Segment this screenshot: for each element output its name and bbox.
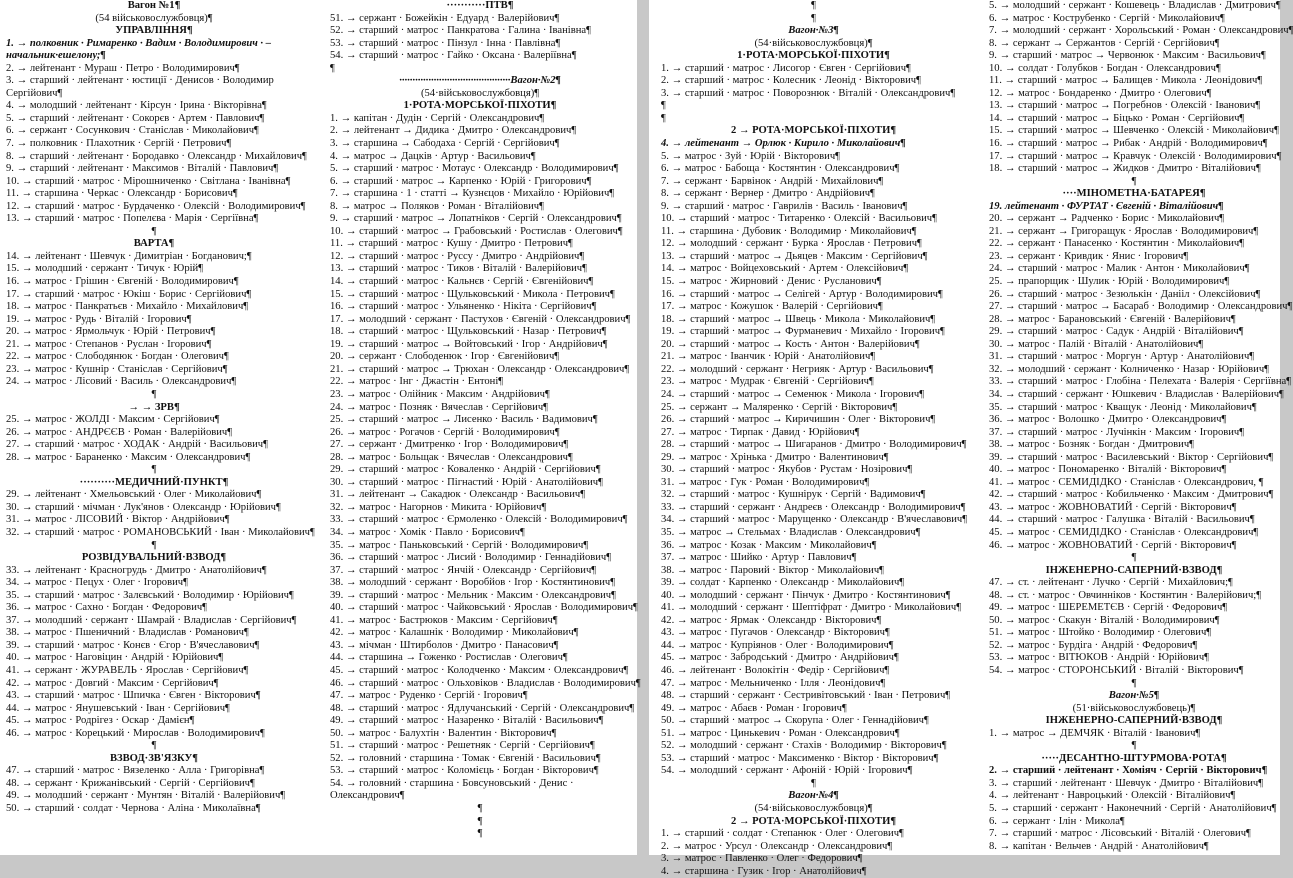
- section-heading: 2 → РОТА·МОРСЬКОЇ·ПІХОТИ¶: [730, 125, 897, 137]
- text-line: 32. → старший · матрос · РОМАНОВСЬКИЙ · Іван · Миколайович¶: [6, 526, 315, 538]
- text-line: 27. → сержант · Дмитренко · Ігор · Володимирович¶: [330, 439, 569, 451]
- text-line: ¶: [1131, 552, 1137, 564]
- section-heading: 2. → старший · лейтенант · Хоміяч · Сергій · Вікторович¶: [989, 765, 1268, 777]
- text-line: 46. → матрос · ЖОВНОВАТИЙ · Сергій · Вікторович¶: [989, 539, 1237, 551]
- text-line: ¶: [477, 828, 483, 840]
- text-line: 9. → старший · матрос · Гаврилів · Василь · Іванович¶: [661, 200, 908, 212]
- column-right-1: [661, 0, 966, 878]
- text-line: 4. → лейтенант · Навроцький · Олексій · Віталійович¶: [989, 790, 1236, 802]
- text-line: 35. → старший · матрос · Кващук · Леонід · Миколайович¶: [989, 401, 1257, 413]
- text-line: 47. → матрос · Руденко · Сергій · Ігорович¶: [330, 690, 528, 702]
- text-line: ¶: [477, 803, 483, 814]
- text-block: [989, 0, 1293, 853]
- text-line: 41. → матрос · Бастрюков · Максим · Сергійович¶: [330, 614, 558, 626]
- text-line: 1. → старший · матрос · Лисогор · Євген · Сергійович¶: [661, 62, 911, 74]
- column-left-1: [6, 0, 315, 816]
- text-line: 43. → матрос · ЖОВНОВАТИЙ · Сергій · Вікторович¶: [989, 501, 1237, 513]
- text-line: 12. → старший · матрос · Бурдаченко · Олексій · Володимирович¶: [6, 200, 306, 212]
- text-line: 54. → матрос · СТОРОНСЬКИЙ · Віталій · Вікторович¶: [989, 664, 1244, 676]
- text-line: 9. → старший · матрос → Червонюк · Максим · Васильович¶: [989, 50, 1266, 62]
- text-line: 44. → матрос · Янушевський · Іван · Сергійович¶: [6, 702, 230, 714]
- text-line: 33. → старший · сержант · Андреєв · Олександр · Володимирович¶: [661, 501, 966, 513]
- text-line: 31. → матрос · ЛІСОВИЙ · Віктор · Андрійович¶: [6, 514, 230, 526]
- text-line: 54. → старший · матрос · Гайко · Оксана · Валеріївна¶: [330, 50, 577, 62]
- text-line: 52. → молодший · сержант · Стахів · Володимир · Вікторович¶: [661, 740, 947, 752]
- text-line: 51. → матрос · Штойко · Володимир · Олегович¶: [989, 627, 1212, 639]
- text-line: 4. → старшина · Гузик · Ігор · Анатолійович¶: [661, 865, 867, 877]
- text-line: 41. → молодший · сержант · Шептіфрат · Дмитро · Миколайович¶: [661, 602, 962, 614]
- text-line: 49. → молодший · сержант · Мунтян · Віталій · Валерійович¶: [6, 790, 286, 802]
- text-line: 34. → старший · сержант · Юшкевич · Владислав · Валерійович¶: [989, 388, 1284, 400]
- text-line: 35. → старший · матрос · Залєвський · Володимир · Юрійович¶: [6, 589, 294, 601]
- text-line: 20. → сержант · Слободенюк · Ігор · Євгенійович¶: [330, 351, 560, 363]
- text-line: 15. → молодший · сержант · Тичук · Юрій¶: [6, 263, 204, 275]
- text-line: 5. → старший · лейтенант · Сокорєв · Артем · Павлович¶: [6, 112, 265, 124]
- text-line: 4. → матрос → Дацків · Артур · Васильович¶: [330, 150, 536, 162]
- text-line: Вагон·№5¶: [1108, 690, 1160, 702]
- text-line: 1. → старший · солдат · Степанюк · Олег · Олегович¶: [661, 828, 904, 840]
- text-line: 49. → матрос · ШЕРЕМЕТЄВ · Сергій · Федорович¶: [989, 602, 1228, 614]
- text-line: 20. → матрос · Ярмольчук · Юрій · Петрович¶: [6, 326, 216, 338]
- text-line: 45. → матрос · Родрігез · Оскар · Дамієн¶: [6, 715, 195, 727]
- text-line: ¶: [151, 464, 157, 476]
- text-line: ¶: [811, 0, 816, 11]
- text-line: 8. → сержант → Сержантов · Сергій · Сергійович¶: [989, 37, 1220, 49]
- text-line: 19. → старший · матрос → Фурманевич · Михайло · Ігорович¶: [661, 326, 945, 338]
- text-line: 41. → сержант · ЖУРАВЕЛЬ · Ярослав · Сергійович¶: [6, 664, 249, 676]
- text-line: 13. → старший · матрос → Погребнов · Олексій · Іванович¶: [989, 100, 1261, 112]
- text-line: 50. → старший · матрос → Скорупа · Олег · Геннадійович¶: [661, 715, 929, 727]
- text-line: ¶: [1131, 677, 1137, 689]
- section-heading: 1·РОТА·МОРСЬКОЇ·ПІХОТИ¶: [737, 50, 890, 62]
- text-line: 31. → лейтенант → Сакадюк · Олександр · Васильович¶: [330, 489, 586, 501]
- text-line: 28. → старший · матрос → Шигаранов · Дмитро · Володимирович¶: [661, 439, 967, 451]
- text-line: 27. → старший · матрос · ХОДАК · Андрій · Васильович¶: [6, 439, 268, 451]
- text-line: 3. → старший · лейтенант · Шевчук · Дмитро · Віталійович¶: [989, 777, 1264, 789]
- text-line: 39. → старший · матрос · Мельник · Максим · Олександрович¶: [330, 589, 616, 601]
- text-line: 5. → старший · сержант · Наконечний · Сергій · Анатолійович¶: [989, 803, 1277, 814]
- text-line: 5. → старший · матрос · Мотаус · Олександр · Володимирович¶: [330, 163, 619, 175]
- section-heading: 1·РОТА·МОРСЬКОЇ·ПІХОТИ¶: [403, 100, 557, 112]
- text-line: 46. → матрос · Корецький · Мирослав · Володимирович¶: [6, 727, 265, 739]
- text-line: 8. → сержант · Вернер · Дмитро · Андрійович¶: [661, 188, 875, 200]
- document-page-left: [0, 0, 641, 855]
- section-heading: 2 → РОТА·МОРСЬКОЇ·ПІХОТИ¶: [730, 815, 897, 827]
- text-line: 22. → сержант · Панасенко · Костянтин · Миколайович¶: [989, 238, 1244, 250]
- text-line: 12. → старший · матрос · Руссу · Дмитро · Андрійович¶: [330, 250, 585, 262]
- text-line: 6. → матрос · Бабоща · Костянтин · Олександрович¶: [661, 163, 900, 175]
- text-line: 13. → старший · матрос → Дьяцев · Максим · Сергійович¶: [661, 250, 928, 262]
- text-line: 24. → старший · матрос → Семенюк · Микола · Ігорович¶: [661, 388, 925, 400]
- text-line: 42. → старший · матрос · Кобильченко · Максим · Дмитрович¶: [989, 489, 1274, 501]
- text-line: 36. → матрос · Волошко · Дмитро · Олександрович¶: [989, 414, 1227, 426]
- text-line: 37. → старший · матрос · Янчій · Олександр · Сергійович¶: [330, 564, 597, 576]
- text-line: (54·військовослужбовця)¶: [754, 37, 873, 49]
- text-line: ¶: [151, 740, 157, 752]
- text-line: ¶: [661, 112, 666, 124]
- text-line: 50. → матрос · Балухтін · Валентин · Вікторович¶: [330, 727, 557, 739]
- text-line: 28. → матрос · Барановський · Євгеній · Валерійович¶: [989, 313, 1236, 325]
- text-line: 3. → старшина → Сабодаха · Сергій · Сергійович¶: [330, 138, 560, 150]
- text-line: 38. → матрос · Пшеничний · Владислав · Романович¶: [6, 627, 249, 639]
- document-page-right: [649, 0, 1293, 877]
- text-line: ¶: [477, 815, 483, 827]
- text-line: 23. → матрос · Кушнір · Станіслав · Сергійович¶: [6, 363, 228, 375]
- text-line: ¶: [330, 62, 335, 74]
- text-line: 36. → матрос · Козак · Максим · Миколайович¶: [661, 539, 877, 551]
- text-line: 26. → матрос · АНДРЄЄВ · Роман · Валерійович¶: [6, 426, 233, 438]
- text-line: 52. → матрос · Бурдіга · Андрій · Федорович¶: [989, 639, 1198, 651]
- text-line: 6. → сержант · Ілін · Микола¶: [989, 815, 1125, 827]
- text-line: 10. → старший · матрос · Титаренко · Олексій · Васильович¶: [661, 213, 937, 225]
- text-line: 24. → старший · матрос · Малик · Антон · Миколайович¶: [989, 263, 1250, 275]
- text-line: 10. → солдат · Голубков · Богдан · Олександрович¶: [989, 62, 1221, 74]
- text-line: 10. → старший · матрос → Грабовський · Ростислав · Олегович¶: [330, 225, 623, 237]
- text-line: 45. → матрос · СЕМИДІДКО · Станіслав · Олександрович¶: [989, 526, 1259, 538]
- text-line: 52. → старший · матрос · Панкратова · Галина · Іванівна¶: [330, 25, 591, 37]
- text-line: ¶: [811, 777, 816, 789]
- text-line: 8. → капітан · Вельчев · Андрій · Анатолійович¶: [989, 840, 1209, 852]
- text-line: 22. → матрос · Інг · Джастін · Ентоні¶: [330, 376, 504, 388]
- text-line: Олександрович¶: [330, 790, 405, 802]
- text-line: 30. → старший · матрос · Пігнастий · Юрій · Анатолійович¶: [330, 476, 603, 488]
- text-line: 25. → старший · матрос → Лисенко · Василь · Вадимович¶: [330, 414, 598, 426]
- text-line: 43. → старший · матрос · Шпичка · Євген · Вікторович¶: [6, 690, 261, 702]
- text-line: 1. → капітан · Дудін · Сергій · Олександрович¶: [330, 112, 545, 124]
- text-line: (54·військовослужбовця)¶: [420, 87, 540, 99]
- text-line: 24. → матрос · Позняк · Вячеслав · Сергійович¶: [330, 401, 548, 413]
- text-line: 34. → матрос · Пецух · Олег · Ігорович¶: [6, 577, 188, 589]
- text-line: 15. → старший · матрос → Шевченко · Олексій · Миколайович¶: [989, 125, 1279, 137]
- text-line: 1. → матрос → ДЕМЧЯК · Віталій · Іванович¶: [989, 727, 1201, 739]
- text-line: 11. → старшина · Дубовик · Володимир · Миколайович¶: [661, 225, 917, 237]
- section-heading: Вагон №1¶: [127, 0, 181, 11]
- text-line: 16. → старший · матрос → Селігей · Артур · Володимирович¶: [661, 288, 943, 300]
- text-line: 26. → матрос · Рогачов · Сергій · Володимирович¶: [330, 426, 560, 438]
- text-line: 16. → матрос · Грішин · Євгеній · Володимирович¶: [6, 276, 239, 288]
- text-line: Вагон·№3¶: [788, 25, 839, 37]
- text-line: 25. → сержант → Маляренко · Сергій · Вікторович¶: [661, 401, 898, 413]
- text-line: 53. → старший · матрос · Максименко · Віктор · Вікторович¶: [661, 752, 939, 764]
- text-line: 39. → солдат · Карпенко · Олександр · Миколайович¶: [661, 577, 905, 589]
- text-line: 47. → старший · матрос · Вязеленко · Алла · Григорівна¶: [6, 765, 265, 777]
- text-line: 28. → матрос · Бараненко · Максим · Олександрович¶: [6, 451, 251, 463]
- text-line: ¶: [1131, 175, 1137, 187]
- text-line: 1. → полковник · Римаренко · Вадим · Володимирович · –: [6, 37, 272, 49]
- text-line: 17. → старший · матрос → Кравчук · Олексій · Володимирович¶: [989, 150, 1282, 162]
- section-heading: ····МІНОМЕТНА·БАТАРЕЯ¶: [1062, 188, 1206, 200]
- text-line: 42. → матрос · Калашнік · Володимир · Миколайович¶: [330, 627, 579, 639]
- text-line: 23. → матрос · Олійник · Максим · Андрійович¶: [330, 388, 550, 400]
- text-line: 32. → матрос · Нагорнов · Микита · Юрійович¶: [330, 501, 547, 513]
- text-line: 9. → старший · матрос → Лопатніков · Сергій · Олександрович¶: [330, 213, 622, 225]
- text-line: 40. → старший · матрос · Чайковський · Ярослав · Володимирович¶: [330, 602, 638, 614]
- text-line: 33. → старший · матрос · Глобіна · Пелехата · Валерія · Сергіївна¶: [989, 376, 1292, 388]
- text-line: 37. → молодший · сержант · Шамрай · Владислав · Сергійович¶: [6, 614, 297, 626]
- text-line: 39. → старший · матрос · Василевський · Віктор · Сергійович¶: [989, 451, 1274, 463]
- text-line: 11. → старшина · Черкас · Олександр · Борисович¶: [6, 188, 238, 200]
- text-line: 21. → матрос · Іванчик · Юрій · Анатолійович¶: [661, 351, 876, 363]
- text-line: 26. → старший · матрос → Киричишин · Олег · Вікторович¶: [661, 414, 936, 426]
- text-line: 34. → матрос · Хомік · Павло · Борисович¶: [330, 526, 525, 538]
- text-line: 39. → старший · матрос · Конєв · Єгор · В'ячеславович¶: [6, 639, 260, 651]
- text-line: 37. → старший · матрос · Лучінкін · Максим · Ігорович¶: [989, 426, 1245, 438]
- text-line: 51. → сержант · Божейкін · Едуард · Валерійович¶: [330, 12, 560, 24]
- text-line: 2. → лейтенант · Мураш · Петро · Володимирович¶: [6, 62, 240, 74]
- text-line: 6. → сержант · Сосункович · Станіслав · Миколайович¶: [6, 125, 259, 137]
- text-line: 17. → старший · матрос · Юкіш · Борис · Сергійович¶: [6, 288, 252, 300]
- text-line: 19. → матрос · Рудь · Віталій · Ігорович¶: [6, 313, 192, 325]
- text-line: (54·військовослужбовця)¶: [754, 803, 873, 814]
- section-heading: ВЗВОД·ЗВ'ЯЗКУ¶: [109, 752, 199, 764]
- text-line: 20. → сержант → Радченко · Борис · Миколайович¶: [989, 213, 1225, 225]
- text-line: 51. → матрос · Цинькевич · Роман · Олександрович¶: [661, 727, 900, 739]
- text-line: 44. → матрос · Купріянов · Олег · Володимирович¶: [661, 639, 894, 651]
- text-line: 36. → старший · матрос · Лисий · Володимир · Геннадійович¶: [330, 552, 612, 564]
- text-block: [6, 0, 315, 816]
- text-line: 18. → старший · матрос → Жидков · Дмитро · Віталійович¶: [989, 163, 1261, 175]
- text-line: 6. → старший · матрос → Карпенко · Юрій · Григорович¶: [330, 175, 592, 187]
- section-heading: ···········ПТВ¶: [446, 0, 514, 11]
- text-line: 11. → старший · матрос · Кушу · Дмитро · Петрович¶: [330, 238, 573, 250]
- section-heading: РОЗВІДУВАЛЬНИЙ·ВЗВОД¶: [81, 552, 227, 564]
- section-heading: ··········МЕДИЧНИЙ·ПУНКТ¶: [79, 476, 229, 488]
- text-line: 42. → матрос · Довгий · Максим · Сергійович¶: [6, 677, 219, 689]
- column-right-2: [989, 0, 1293, 853]
- text-line: 30. → старший · матрос · Якубов · Рустам · Нозірович¶: [661, 464, 913, 476]
- text-line: 52. → головний · старшина · Томак · Євгеній · Васильович¶: [330, 752, 601, 764]
- text-line: 18. → матрос · Панкратьєв · Михайло · Михайлович¶: [6, 301, 249, 313]
- section-heading: ·····ДЕСАНТНО-ШТУРМОВА·РОТА¶: [1041, 752, 1227, 764]
- text-line: 3. → старший · лейтенант · юстиції · Денисов · Володимир: [6, 75, 274, 87]
- text-line: ¶: [661, 100, 666, 112]
- text-line: 50. → матрос · Скакун · Віталій · Володимирович¶: [989, 614, 1220, 626]
- text-line: Вагон·№4¶: [788, 790, 839, 802]
- text-line: 23. → матрос · Мудрак · Євгеній · Сергійович¶: [661, 376, 874, 388]
- text-line: 29. → старший · матрос · Садук · Андрій · Віталійович¶: [989, 326, 1244, 338]
- text-line: 30. → старший · мічман · Лук'янов · Олександр · Юрійович¶: [6, 501, 281, 513]
- text-line: 32. → молодший · сержант · Колниченко · Назар · Юрійович¶: [989, 363, 1269, 375]
- text-line: 13. → старший · матрос · Тиков · Віталій · Валерійович¶: [330, 263, 587, 275]
- text-line: 47. → ст. · лейтенант · Лучко · Сергій · Михайлович;¶: [989, 577, 1233, 589]
- text-line: 5. → молодший · сержант · Кошевець · Владислав · Дмитрович¶: [989, 0, 1281, 11]
- text-line: 40. → матрос · Пономаренко · Віталій · Вікторович¶: [989, 464, 1227, 476]
- text-line: 48. → старший · сержант · Сестривітовський · Іван · Петрович¶: [661, 690, 951, 702]
- text-line: 27. → матрос · Тирпак · Давид · Юрійович¶: [661, 426, 860, 438]
- text-line: 38. → матрос · Паровий · Віктор · Миколайович¶: [661, 564, 884, 576]
- text-line: 20. → старший · матрос → Кость · Антон · Валерійович¶: [661, 338, 920, 350]
- text-line: ··········································Вагон·№2¶: [399, 75, 561, 87]
- text-line: 29. → матрос · Хрінька · Дмитро · Валентинович¶: [661, 451, 889, 463]
- text-line: 19. → старший · матрос → Войтовський · Ігор · Андрійович¶: [330, 338, 608, 350]
- text-line: 37. → матрос · Шийко · Артур · Павлович¶: [661, 552, 857, 564]
- text-line: 21. → старший · матрос → Трюхан · Олександр · Олександрович¶: [330, 363, 630, 375]
- text-line: 14. → лейтенант · Шевчук · Димитріан · Богданович;¶: [6, 250, 252, 262]
- text-line: 14. → матрос · Войцеховський · Артем · Олексійович¶: [661, 263, 909, 275]
- text-line: 21. → сержант → Григоращук · Ярослав · Володимирович¶: [989, 225, 1259, 237]
- text-line: 38. → молодший · сержант · Воробйов · Ігор · Костянтинович¶: [330, 577, 616, 589]
- text-line: 16. → старший · матрос → Рибак · Андрій · Володимирович¶: [989, 138, 1268, 150]
- text-line: 43. → мічман · Штирболов · Дмитро · Панасович¶: [330, 639, 559, 651]
- text-line: 11. → старший · матрос → Балищев · Микола · Леонідович¶: [989, 75, 1263, 87]
- text-line: 7. → молодший · сержант · Хорольський · Роман · Олександрович¶: [989, 25, 1293, 37]
- text-line: 45. → старший · матрос · Колодченко · Максим · Олександрович¶: [330, 664, 629, 676]
- text-line: 24. → матрос · Лісовий · Василь · Олександрович¶: [6, 376, 237, 388]
- text-line: 5. → матрос · Зуй · Юрій · Вікторович¶: [661, 150, 840, 162]
- text-line: 54. → молодший · сержант · Афоній · Юрій · Ігорович¶: [661, 765, 913, 777]
- text-line: 27. → старший · матрос → Басараб · Володимир · Олександрович¶: [989, 301, 1293, 313]
- text-line: 51. → старший · матрос · Решетняк · Сергій · Сергійович¶: [330, 740, 595, 752]
- text-line: 8. → старший · лейтенант · Бородавко · Олександр · Михайлович¶: [6, 150, 307, 162]
- text-line: 48. → ст. · матрос · Овчинніков · Костянтин · Валерійович;¶: [989, 589, 1262, 601]
- text-line: 33. → лейтенант · Красногрудь · Дмитро · Анатолійович¶: [6, 564, 267, 576]
- text-line: 34. → старший · матрос · Марущенко · Олександр · В'ячеславович¶: [661, 514, 968, 526]
- text-line: 31. → старший · матрос · Моргун · Артур · Анатолійович¶: [989, 351, 1255, 363]
- text-line: 47. → матрос · Мельниченко · Ілля · Леонідович¶: [661, 677, 886, 689]
- text-line: ¶: [151, 539, 157, 551]
- text-line: 18. → старший · матрос · Щульковський · Назар · Петрович¶: [330, 326, 607, 338]
- text-block: [661, 0, 966, 878]
- section-heading: ІНЖЕНЕРНО-САПЕРНИЙ·ВЗВОД¶: [1045, 564, 1223, 576]
- section-heading: ІНЖЕНЕРНО-САПЕРНИЙ·ВЗВОД¶: [1045, 715, 1223, 727]
- text-line: 15. → матрос · Жирновий · Денис · Русланович¶: [661, 276, 882, 288]
- text-line: 33. → старший · матрос · Єрмоленко · Олексій · Володимирович¶: [330, 514, 628, 526]
- text-line: 53. → старший · матрос · Пінзул · Інна · Павлівна¶: [330, 37, 561, 49]
- text-line: 44. → старшина → Гоженко · Ростислав · Олегович¶: [330, 652, 568, 664]
- text-line: 4. → молодший · лейтенант · Кірсун · Ірина · Вікторівна¶: [6, 100, 267, 112]
- text-line: 22. → молодший · сержант · Негрияк · Артур · Васильович¶: [661, 363, 934, 375]
- section-heading: УПРАВЛІННЯ¶: [115, 25, 193, 37]
- text-line: Сергійович¶: [6, 87, 63, 99]
- text-line: 29. → лейтенант · Хмельовський · Олег · Миколайович¶: [6, 489, 262, 501]
- text-line: 53. → матрос · ВІТЮКОВ · Андрій · Юрійович¶: [989, 652, 1209, 664]
- text-line: ¶: [151, 225, 157, 237]
- text-line: 14. → старший · матрос · Кальнєв · Сергій · Євгенійович¶: [330, 276, 594, 288]
- text-line: 30. → матрос · Палій · Віталій · Анатолійович¶: [989, 338, 1204, 350]
- text-line: 7. → старшина · 1 · статті → Кузнєцов · Михайло · Юрійович¶: [330, 188, 615, 200]
- text-line: 8. → матрос → Поляков · Роман · Віталійович¶: [330, 200, 544, 212]
- text-line: 46. → лейтенант · Волокітін · Федір · Сергійович¶: [661, 664, 890, 676]
- text-line: (51·військовослужбовець)¶: [1072, 702, 1196, 714]
- text-line: 40. → матрос · Наговіцин · Андрій · Юрійович¶: [6, 652, 224, 664]
- column-left-2: [330, 0, 641, 841]
- text-line: 15. → старший · матрос · Щульковський · Микола · Петрович¶: [330, 288, 615, 300]
- text-line: 9. → старший · лейтенант · Максимов · Віталій · Павлович¶: [6, 163, 279, 175]
- text-line: 12. → молодший · сержант · Бурка · Ярослав · Петрович¶: [661, 238, 922, 250]
- text-line: 32. → старший · матрос · Кушнірук · Сергій · Вадимович¶: [661, 489, 926, 501]
- text-block: [330, 0, 641, 841]
- text-line: 10. → старший · матрос · Мірошниченко · Світлана · Іванівна¶: [6, 175, 291, 187]
- text-line: 49. → матрос · Абаєв · Роман · Ігорович¶: [661, 702, 847, 714]
- text-line: 38. → матрос · Бозняк · Богдан · Дмитрович¶: [989, 439, 1194, 451]
- text-line: 44. → старший · матрос · Галушка · Віталій · Васильович¶: [989, 514, 1255, 526]
- text-line: 48. → старший · матрос · Ядлучанський · Сергій · Олександрович¶: [330, 702, 635, 714]
- text-line: 53. → старший · матрос · Коломієць · Богдан · Вікторович¶: [330, 765, 599, 777]
- text-line: 3. → старший · матрос · Поворознюк · Віталій · Олександрович¶: [661, 87, 956, 99]
- text-line: 46. → старший · матрос · Ольховіков · Владислав · Володимирович¶: [330, 677, 641, 689]
- text-line: 36. → матрос · Сахно · Богдан · Федорович¶: [6, 602, 207, 614]
- text-line: 25. → матрос · ЖОЛДІ · Максим · Сергійович¶: [6, 414, 220, 426]
- text-line: 31. → матрос · Гук · Роман · Володимирович¶: [661, 476, 870, 488]
- text-line: ¶: [811, 12, 816, 24]
- text-line: 2. → матрос · Урсул · Олександр · Олександрович¶: [661, 840, 893, 852]
- text-line: (54 військовослужбовця)¶: [95, 12, 213, 24]
- text-line: 25. → прапорщик · Шулик · Юрій · Володимирович¶: [989, 276, 1230, 288]
- text-line: 17. → матрос · Кожушок · Валерій · Сергійович¶: [661, 301, 883, 313]
- text-line: 14. → старший · матрос → Біцько · Роман · Сергійович¶: [989, 112, 1245, 124]
- text-line: 3. → матрос · Павленко · Олег · Федорович¶: [661, 853, 863, 865]
- text-line: 22. → матрос · Слободянюк · Богдан · Олегович¶: [6, 351, 229, 363]
- text-line: 16. → старший · матрос · Ульяненко · Нікіта · Сергійович¶: [330, 301, 597, 313]
- text-line: 54. → головний · старшина · Бовсуновський · Денис ·: [330, 777, 574, 789]
- text-line: 29. → старший · матрос · Коваленко · Андрій · Сергійович¶: [330, 464, 601, 476]
- text-line: 17. → молодший · сержант · Пастухов · Євгеній · Олександрович¶: [330, 313, 631, 325]
- text-line: ¶: [1131, 740, 1137, 752]
- text-line: 48. → сержант · Крижанівський · Сергій · Сергійович¶: [6, 777, 255, 789]
- text-line: 41. → матрос · СЕМИДІДКО · Станіслав · Олександрович, ¶: [989, 476, 1264, 488]
- text-line: 7. → сержант · Барвінок · Андрій · Михайлович¶: [661, 175, 884, 187]
- text-line: 7. → полковник · Плахотник · Сергій · Петрович¶: [6, 138, 232, 150]
- text-line: 26. → старший · матрос · Зезюлькін · Данііл · Олексійович¶: [989, 288, 1261, 300]
- text-line: 19. лейтенант · ФУРТАТ · Євгеній · Віталійович¶: [989, 200, 1224, 212]
- section-heading: ВАРТА¶: [133, 238, 175, 250]
- text-line: 35. → матрос → Стельмах · Владислав · Олександрович¶: [661, 526, 921, 538]
- text-line: начальник·ешелону;¶: [6, 50, 106, 62]
- text-line: 40. → молодший · сержант · Пінчук · Дмитро · Костянтинович¶: [661, 589, 951, 601]
- text-line: 7. → старший · матрос · Лісовський · Віталій · Олегович¶: [989, 828, 1251, 840]
- text-line: 4. → лейтенант → Орлюк · Кирило · Миколайович¶: [661, 138, 906, 150]
- text-line: 23. → сержант · Кривдик · Янис · Ігорович¶: [989, 250, 1189, 262]
- text-line: ¶: [151, 388, 157, 400]
- text-line: 49. → старший · матрос · Назаренко · Віталій · Васильович¶: [330, 715, 604, 727]
- text-line: 2. → лейтенант → Дидика · Дмитро · Олександрович¶: [330, 125, 577, 137]
- text-line: 13. → старший · матрос · Попелєва · Марія · Сергіївна¶: [6, 213, 259, 225]
- text-line: 2. → старший · матрос · Колесник · Леонід · Вікторович¶: [661, 75, 921, 87]
- text-line: 18. → старший · матрос → Швець · Микола · Миколайович¶: [661, 313, 936, 325]
- text-line: 43. → матрос · Пугачов · Олександр · Вікторович¶: [661, 627, 890, 639]
- text-line: 50. → старший · солдат · Чернова · Аліна · Миколаївна¶: [6, 803, 261, 814]
- text-line: 42. → матрос · Ярмак · Олександр · Вікторович¶: [661, 614, 882, 626]
- text-line: 45. → матрос · Забродський · Дмитро · Андрійович¶: [661, 652, 899, 664]
- text-line: 28. → матрос · Больщак · Вячеслав · Олександрович¶: [330, 451, 573, 463]
- text-line: 12. → матрос · Бондаренко · Дмитро · Олегович¶: [989, 87, 1212, 99]
- text-line: 35. → матрос · Паньковський · Сергій · Володимирович¶: [330, 539, 589, 551]
- text-line: 21. → матрос · Степанов · Руслан · Ігорович¶: [6, 338, 212, 350]
- section-heading: → → ЗРВ¶: [128, 401, 180, 413]
- text-line: 6. → матрос · Кострубенко · Сергій · Миколайович¶: [989, 12, 1225, 24]
